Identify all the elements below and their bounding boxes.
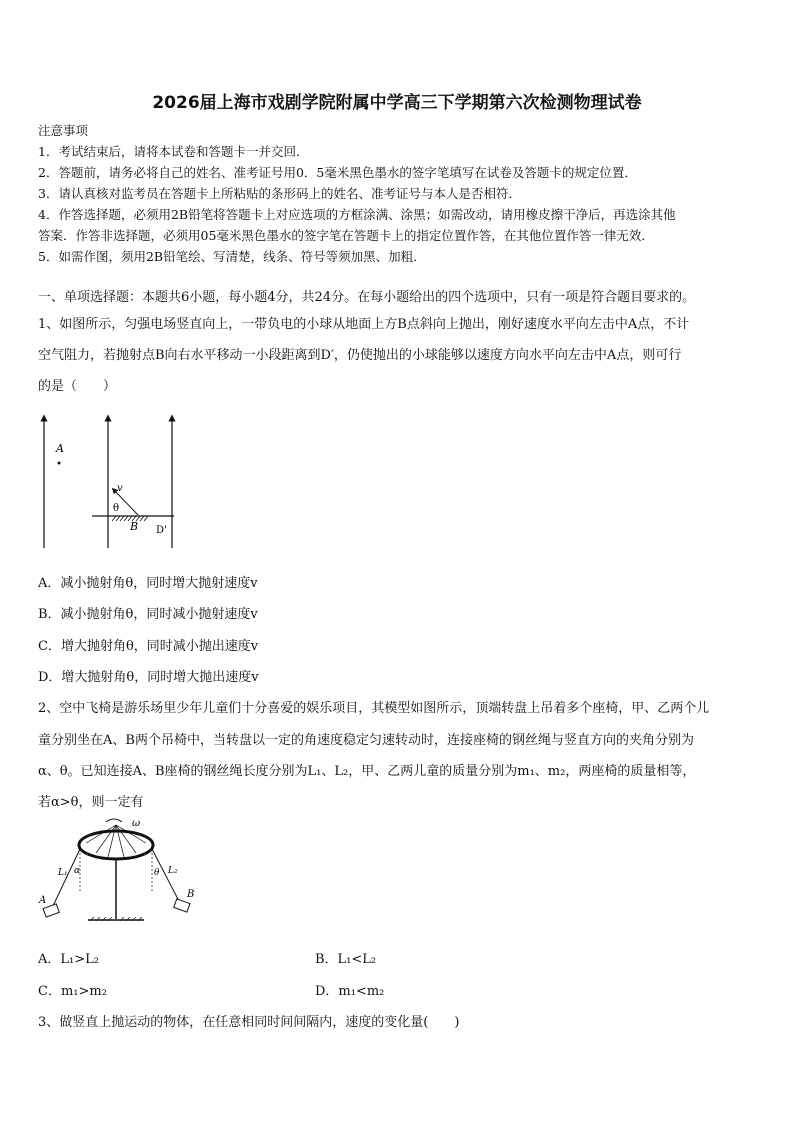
notice-item: 5．如需作图，须用2B铅笔绘、写清楚，线条、符号等须加黑、加粗． [38,249,426,264]
q1-stem: 空气阻力，若抛射点B向右水平移动一小段距离到D′，仍使抛出的小球能够以速度方向水平向左击中A点，则可行 [38,348,682,363]
label-l2: L₂ [168,866,178,876]
label-v: v [117,483,123,494]
notice-item: 1．考试结束后，请将本试卷和答题卡一并交回． [38,144,309,159]
label-alpha: α [74,866,81,876]
q3-stem: 3、做竖直上抛运动的物体，在任意相同时间间隔内，速度的变化量( ) [38,1015,460,1030]
q2-stem: α、θ。已知连接A、B座椅的钢丝绳长度分别为L₁、L₂，甲、乙两儿童的质量分别为m₁、m₂，两座椅的质量相等， [38,764,696,779]
q1-figure [36,412,186,552]
q2-stem: 2、空中飞椅是游乐场里少年儿童们十分喜爱的娱乐项目，其模型如图所示，顶端转盘上吊着多个座椅，甲、乙两个儿 [38,701,710,716]
q2-stem: 若α>θ，则一定有 [38,795,144,810]
notice-item: 3．请认真核对监考员在答题卡上所粘贴的条形码上的姓名、准考证号与本人是否相符． [38,186,521,201]
q2-option-d: D．m₁<m₂ [315,984,385,999]
q2-option-c: C．m₁>m₂ [38,984,107,999]
q1-option-a: A．减小抛射角θ，同时增大抛射速度v [38,576,258,591]
page-title: 2026届上海市戏剧学院附属中学高三下学期第六次检测物理试卷 [152,93,642,113]
notice-item: 4．作答选择题，必须用2B铅笔将答题卡上对应选项的方框涂满、涂黑；如需改动，请用橡皮擦干净后，再选涂其他 [38,207,676,222]
q1-stem: 1、如图所示，匀强电场竖直向上，一带负电的小球从地面上方B点斜向上抛出，刚好速度水平向左击中A点，不计 [38,317,690,332]
q1-stem: 的是（ ） [38,379,117,394]
point-a [58,462,61,465]
notice-item: 答案．作答非选择题，必须用05毫米黑色墨水的签字笔在答题卡上的指定位置作答，在其他位置作答一律无效． [38,228,654,243]
label-d: D' [156,525,167,536]
label-a: A [56,442,64,455]
section-heading: 一、单项选择题：本题共6小题，每小题4分，共24分。在每小题给出的四个选项中，只有一项是符合题目要求的。 [38,290,696,305]
rotation-arrow [106,819,122,822]
notice-item: 2．答题前，请务必将自己的姓名、准考证号用0．5毫米黑色墨水的签字笔填写在试卷及答题卡的规定位置． [38,165,637,180]
q2-option-b: B．L₁<L₂ [315,952,377,967]
label-theta: θ [113,503,120,514]
label-seat-a: A [39,895,47,906]
notice-heading: 注意事项 [38,123,89,138]
turntable [79,831,153,859]
label-seat-b: B [187,889,195,900]
seat-b [174,899,190,912]
label-omega: ω [132,818,141,829]
label-theta-2: θ [154,868,160,878]
q1-option-b: B．减小抛射角θ，同时减小抛射速度v [38,607,258,622]
label-l1: L₁ [58,868,68,878]
q1-option-d: D．增大抛射角θ，同时增大抛出速度v [38,670,259,685]
q2-stem: 童分别坐在A、B两个吊椅中，当转盘以一定的角速度稳定匀速转动时，连接座椅的钢丝绳与竖直方向的夹角分别为 [38,733,694,748]
cable-a [52,849,80,908]
q1-option-c: C．增大抛射角θ，同时减小抛出速度v [38,639,259,654]
q2-option-a: A．L₁>L₂ [38,952,99,967]
q2-figure [36,813,206,928]
label-b: B [130,520,139,533]
